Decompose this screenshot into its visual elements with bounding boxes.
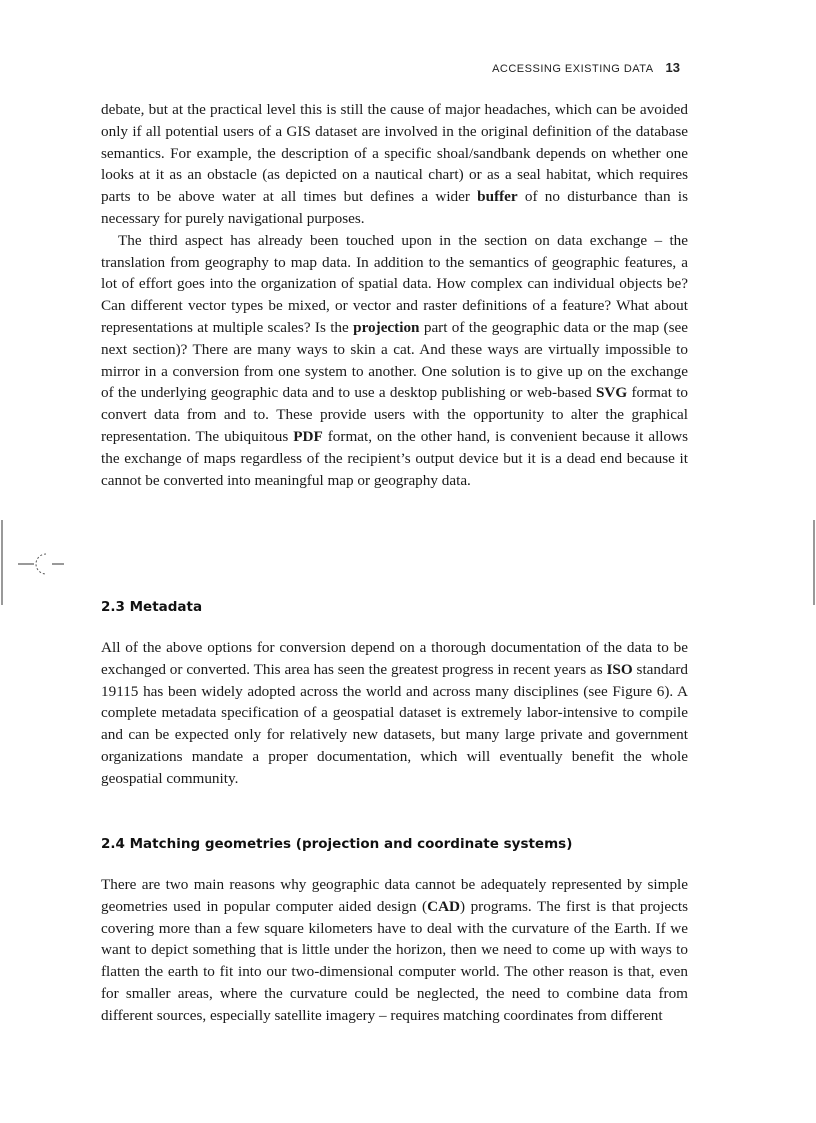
term-cad: CAD <box>427 897 461 915</box>
running-head-title: ACCESSING EXISTING DATA <box>492 63 654 75</box>
term-projection: projection <box>353 318 420 336</box>
page-number: 13 <box>665 60 680 75</box>
body-block-1 <box>101 99 688 491</box>
section-heading-matching-geometries: 2.4 Matching geometries (projection and coordinate systems) <box>101 836 573 852</box>
paragraph-third-aspect: The third aspect has already been touched upon in the section on data exchange – the translation from geography to map data. In addition to the semantics of geographic features, a lot of effort goes into the organization of spatial data. How complex can individual objects be? Can different vector types be mixed, or vector and raster definitions of a feature? What about representations at multiple scales? Is the projection part of the geographic data or the map (see next section)? There are many ways to skin a cat. And these ways are virtually impossible to mirror in a conversion from one system to another. One solution is to give up on the exchange of the underlying geographic data and to use a desktop publishing or web-based SVG format to convert data from and to. These provide users with the opportunity to alter the graphical representation. The ubiquitous PDF format, on the other hand, is convenient because it allows the exchange of maps regardless of the recipient’s output device but it is a dead end because it cannot be converted into meaningful map or geography data. <box>101 231 689 489</box>
term-pdf: PDF <box>293 427 323 445</box>
body-block-metadata <box>101 637 688 790</box>
body-block-matching-geometries <box>101 874 688 1027</box>
term-iso: ISO <box>606 660 633 678</box>
crop-mark-left-icon <box>0 520 70 605</box>
term-buffer: buffer <box>477 188 518 206</box>
term-svg: SVG <box>595 384 628 402</box>
paragraph-metadata: All of the above options for conversion depend on a thorough documentation of the data to be exchanged or converted. This area has seen the greatest progress in recent years as ISO standard 19115 has been widely adopted across the world and across many disciplines (see Figure 6). A complete metadata specification of a geospatial dataset is extremely labor-intensive to compile and can be expected only for relatively new datasets, but many large private and government organizations mandate a proper documentation, which will eventually benefit the whole geospatial community. <box>101 639 688 787</box>
crop-mark-right-icon <box>812 520 816 605</box>
paragraph-matching-geometries: There are two main reasons why geographic data cannot be adequately represented by simple geometries used in popular computer aided design (CAD) programs. The first is that projects covering more than a few square kilometers have to deal with the curvature of the Earth. If we want to depict something that is little under the horizon, then we need to come up with ways to flatten the earth to fit into our two-dimensional computer world. The other reason is that, even for smaller areas, where the curvature could be neglected, the need to combine data from different sources, especially satellite imagery – requires matching coordinates from different <box>101 876 688 1024</box>
paragraph-debate: debate, but at the practical level this is still the cause of major headaches, which can be avoided only if all potential users of a GIS dataset are involved in the original definition of the database semantics. For example, the description of a specific shoal/sandbank depends on whether one looks at it as an obstacle (as depicted on a nautical chart) or as a seal habitat, which requires parts to be above water at all times but defines a wider buffer of no disturbance than is necessary for purely navigational purposes. <box>101 101 688 227</box>
running-head <box>492 60 680 75</box>
section-heading-metadata: 2.3 Metadata <box>101 599 203 615</box>
